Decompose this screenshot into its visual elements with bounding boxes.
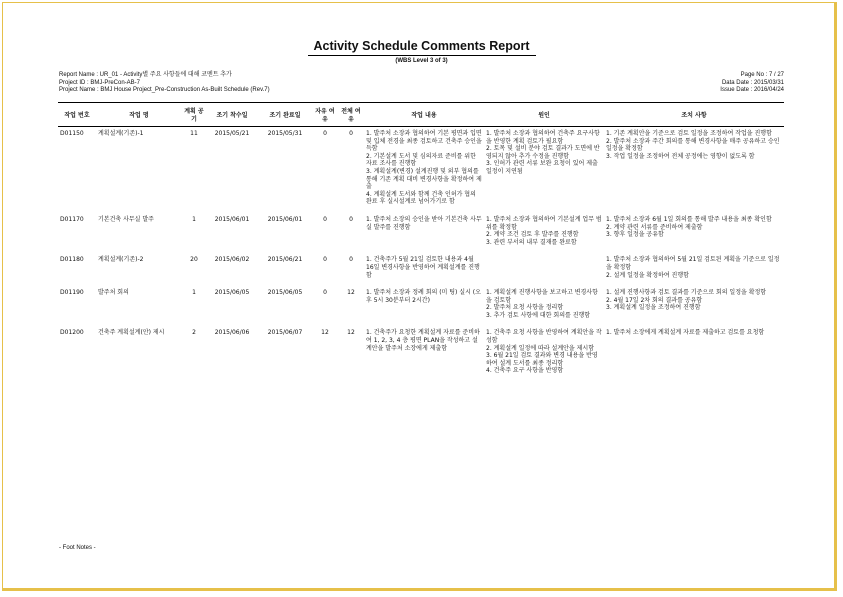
cell-start: 2015/06/05 xyxy=(214,289,250,297)
cell-activity-id: D01200 xyxy=(60,329,84,337)
cause-item: 3. 인허가 관련 서류 보완 요청이 있어 제출 일정이 지연됨 xyxy=(486,160,598,175)
cell-activity-name: 계획설계(기존)-2 xyxy=(98,256,144,264)
cell-content xyxy=(364,325,484,381)
report-meta-left xyxy=(59,72,270,95)
cell-cause xyxy=(484,126,604,212)
cause-item: 3. 추가 검토 사항에 대한 회의를 진행함 xyxy=(486,311,591,319)
cell-free-float: 12 xyxy=(321,329,329,337)
content-item: 3. 계획설계(변경) 설계진행 및 외부 협의를 통해 기존 계획 대비 변경사항을 확정하여 제출 xyxy=(366,167,482,191)
action-item: 1. 설계 진행사항과 검토 결과를 기준으로 회의 일정을 확정함 xyxy=(606,289,767,297)
cell-duration: 1 xyxy=(192,289,196,297)
col-start: 조기 착수일 xyxy=(216,112,248,120)
content-list xyxy=(366,289,482,304)
col-cause: 원인 xyxy=(538,112,550,120)
cell-action xyxy=(604,285,784,325)
col-action: 조치 사항 xyxy=(681,112,707,120)
cell-free-float: 0 xyxy=(323,256,327,264)
action-list xyxy=(606,256,782,279)
content-item: 1. 건축주가 5월 21일 검토한 내용과 4월 16일 변경사항을 반영하여 계획설계를 진행함 xyxy=(366,256,480,279)
table-row xyxy=(58,126,784,212)
cause-item: 4. 건축주 요구 사항을 반영함 xyxy=(486,367,564,375)
action-item: 2. 계약 관련 서류를 준비하여 제출함 xyxy=(606,223,703,231)
content-item: 2. 기본설계 도서 및 심의자료 준비를 위한 자료 조사를 진행함 xyxy=(366,152,476,168)
action-item: 1. 발주처 소장과 협의하여 5월 21일 검토된 계획을 기준으로 일정을 확정함 xyxy=(606,256,780,271)
action-item: 2. 설계 일정을 확정하여 진행함 xyxy=(606,271,689,279)
cell-start: 2015/06/02 xyxy=(214,256,250,264)
action-item: 1. 발주처 소장과 6월 1일 회의를 통해 발주 내용을 최종 확인함 xyxy=(606,215,772,223)
issue-date: Issue Date : 2016/04/24 xyxy=(720,87,784,93)
data-date: Data Date : 2015/03/31 xyxy=(721,79,784,86)
cause-item: 3. 6월 21일 검토 결과와 변경 내용을 반영하여 설계 도서를 최종 정리함 xyxy=(486,352,598,367)
cell-finish: 2015/06/05 xyxy=(267,289,303,297)
cell-activity-id: D01150 xyxy=(60,130,84,137)
cell-duration: 11 xyxy=(190,130,198,137)
cell-finish: 2015/06/01 xyxy=(267,215,303,223)
cell-free-float: 0 xyxy=(323,215,327,223)
table-row xyxy=(58,212,784,252)
col-activity-name: 작업 명 xyxy=(129,112,149,120)
action-item: 3. 작업 일정을 조정하여 전체 공정에는 영향이 없도록 함 xyxy=(606,152,755,160)
cell-activity-name: 기본건축 사무실 발주 xyxy=(98,215,154,223)
col-total-float: 전체 여유 xyxy=(341,108,361,123)
cell-action xyxy=(604,252,784,285)
cell-action xyxy=(604,126,784,212)
col-activity-id: 작업 번호 xyxy=(64,112,90,120)
comments-table xyxy=(58,106,784,381)
cell-total-float: 12 xyxy=(347,289,355,297)
cell-free-float: 0 xyxy=(323,130,327,137)
table-row xyxy=(58,325,784,381)
header-top-rule xyxy=(58,102,784,103)
cell-content xyxy=(364,285,484,325)
cell-finish: 2015/06/21 xyxy=(267,256,303,264)
action-list xyxy=(606,329,782,337)
report-name: Report Name : UR_01 - Activity별 주요 사항들에 대해 코멘트 추가 xyxy=(59,72,232,78)
cell-finish: 2015/06/07 xyxy=(267,329,303,337)
table-row xyxy=(58,285,784,325)
cell-start: 2015/05/21 xyxy=(214,130,250,137)
project-id: Project ID : BMJ-PreCon-AB-7 xyxy=(59,79,141,86)
cause-item: 2. 계획설계 일정에 따라 설계안을 제시함 xyxy=(486,344,594,352)
cell-content xyxy=(364,252,484,285)
foot-notes: - Foot Notes - xyxy=(59,545,96,551)
action-item: 2. 4월 17일 2차 회의 결과를 공유함 xyxy=(606,296,703,304)
report-meta-right xyxy=(720,72,784,95)
cell-total-float: 12 xyxy=(347,329,355,337)
action-list xyxy=(606,130,782,160)
cell-finish: 2015/05/31 xyxy=(267,130,303,137)
content-item: 1. 발주처 소장과 정례 회의 (미 팅) 실시 (오후 5시 30분부터 2시간) xyxy=(366,289,481,304)
cell-cause xyxy=(484,325,604,381)
table-row xyxy=(58,252,784,285)
cause-item: 2. 토목 및 설비 분야 검토 결과가 도면에 반영되지 않아 추가 수정을 진행함 xyxy=(486,145,600,160)
cell-activity-name: 건축주 계획설계(안) 제시 xyxy=(98,329,165,337)
cause-item: 1. 계획설계 진행사항을 보고하고 변경사항을 검토함 xyxy=(486,289,598,304)
content-item: 1. 건축주가 요청한 계획설계 자료를 준비하여 1, 2, 3, 4 층 평면 PLAN을 작성하고 설계안을 발주처 소장에게 제출함 xyxy=(366,329,480,352)
content-list xyxy=(366,329,482,352)
action-item: 1. 발주처 소장에게 계획설계 자료를 제출하고 검토를 요청함 xyxy=(606,329,765,337)
cell-start: 2015/06/06 xyxy=(214,329,250,337)
action-list xyxy=(606,216,782,239)
content-list xyxy=(366,216,482,231)
cause-list xyxy=(486,130,602,176)
content-list xyxy=(366,256,482,279)
col-free-float: 자유 여유 xyxy=(315,108,335,123)
cause-list xyxy=(486,289,602,319)
cause-list xyxy=(486,216,602,246)
cell-activity-id: D01170 xyxy=(60,215,84,223)
cell-free-float: 0 xyxy=(323,289,327,297)
cell-duration: 20 xyxy=(190,256,198,264)
cause-item: 1. 발주처 소장과 협의하여 건축주 요구사항을 반영한 계획 검토가 필요함 xyxy=(486,130,600,145)
title-underline xyxy=(308,55,536,56)
cell-action xyxy=(604,212,784,252)
cell-content xyxy=(364,212,484,252)
content-item: 4. 계획설계 도서와 함께 건축 인허가 협의 완료 후 실시설계로 넘어가기로 함 xyxy=(366,190,476,206)
cell-cause xyxy=(484,212,604,252)
cell-activity-id: D01190 xyxy=(60,289,84,297)
cell-start: 2015/06/01 xyxy=(214,215,250,223)
cell-cause xyxy=(484,285,604,325)
action-item: 3. 계획설계 일정을 조정하여 진행함 xyxy=(606,304,701,312)
cause-item: 3. 관련 부서의 내부 결재를 완료함 xyxy=(486,238,577,246)
action-item: 2. 발주처 소장과 주간 회의를 통해 변경사항을 매주 공유하고 승인 일정을 확정함 xyxy=(606,137,780,153)
project-name: Project Name : BMJ House Project_Pre-Construction As-Built Schedule (Rev.7) xyxy=(59,87,270,93)
col-content: 작업 내용 xyxy=(411,112,437,120)
cause-item: 2. 발주처 요청 사항을 정리함 xyxy=(486,304,564,312)
cause-item: 1. 건축주 요청 사항을 반영하여 계획안을 작성함 xyxy=(486,329,602,345)
page-number: Page No : 7 / 27 xyxy=(740,72,784,78)
cell-content xyxy=(364,126,484,212)
action-item: 3. 향후 일정을 공유함 xyxy=(606,231,664,239)
cell-total-float: 0 xyxy=(349,215,353,223)
content-item: 1. 발주처 소장의 승인을 받아 기본건축 사무실 발주를 진행함 xyxy=(366,215,482,231)
cell-total-float: 0 xyxy=(349,256,353,264)
cause-list xyxy=(486,329,602,375)
cell-duration: 1 xyxy=(192,215,196,223)
cell-activity-name: 계획설계(기존)-1 xyxy=(98,130,144,137)
action-list xyxy=(606,289,782,312)
content-list xyxy=(366,130,482,206)
content-item: 1. 발주처 소장과 협의하여 기본 평면과 입면 및 입체 전경을 최종 검토하고 건축주 승인을 득함 xyxy=(366,130,482,153)
report-subtitle: (WBS Level 3 of 3) xyxy=(395,58,448,64)
cell-cause xyxy=(484,252,604,285)
table-header-row xyxy=(58,106,784,126)
action-item: 1. 기존 계획안을 기준으로 검토 일정을 조정하여 작업을 진행함 xyxy=(606,130,772,137)
cell-activity-id: D01180 xyxy=(60,256,84,264)
cell-total-float: 0 xyxy=(349,130,353,137)
cell-duration: 2 xyxy=(192,329,196,337)
cause-item: 2. 계약 조건 검토 후 발주를 진행함 xyxy=(486,231,579,239)
cause-item: 1. 발주처 소장과 협의하여 기본설계 업무 범위를 확정함 xyxy=(486,215,602,231)
report-title: Activity Schedule Comments Report xyxy=(313,39,530,53)
col-finish: 조기 완료일 xyxy=(269,112,301,120)
cell-activity-name: 발주처 회의 xyxy=(98,289,129,297)
cell-action xyxy=(604,325,784,381)
col-duration: 계획 공기 xyxy=(184,108,204,123)
